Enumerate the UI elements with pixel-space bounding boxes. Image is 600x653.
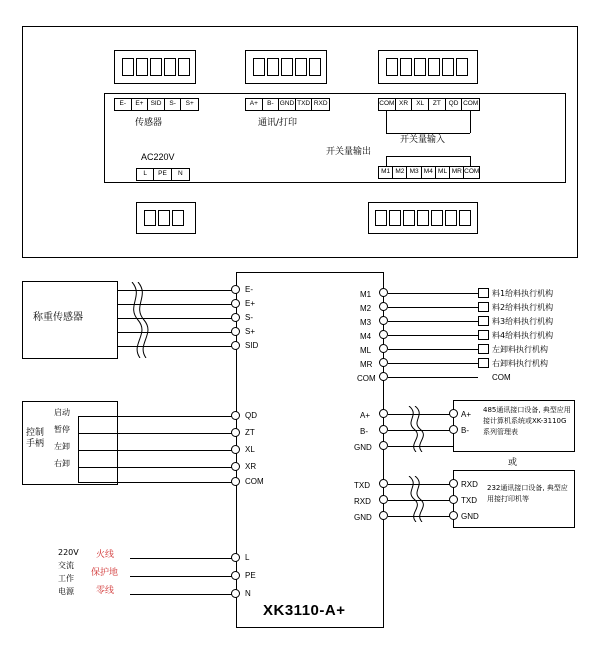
terminal-dot [449,511,458,520]
terminal-label: L [137,169,154,180]
cable-shield-symbol [126,282,150,358]
panel-switch-input-label: 开关量输入 [400,135,446,145]
actuator-marker [478,288,489,298]
terminal-label-sensor: E- [245,285,253,294]
handle-item-label: 左卸 [54,442,70,451]
panel-power-terminal-strip [136,168,190,181]
terminal-label-switch-in: COM [245,477,264,486]
rs232-pin-label: TXD [461,496,477,505]
connector-pin [122,58,134,76]
connector-pin [417,210,429,226]
actuator-label: 料2给料执行机构 [492,303,554,312]
terminal-dot [231,445,240,454]
panel-switch-input-strip [378,98,480,111]
connector-pin [400,58,412,76]
terminal-label-power: L [245,553,250,562]
terminal-label-switch-out: ML [360,346,372,355]
or-label: 或 [508,458,518,468]
connector-pin [414,58,426,76]
connector-pin [386,58,398,76]
handle-switch-line [78,450,88,451]
terminal-label-switch-in: ZT [245,428,255,437]
panel-comm-terminal-strip [245,98,330,111]
connector-pin [295,58,307,76]
terminal-dot [379,302,388,311]
handle-wire [88,450,236,451]
terminal-label-485: B- [360,427,368,436]
terminal-dot [379,330,388,339]
terminal-label-switch-out: M3 [360,318,372,327]
terminal-label: COM [379,99,396,110]
terminal-label-switch-in: QD [245,411,257,420]
handle-item-label: 右卸 [54,459,70,468]
actuator-label: 左卸料执行机构 [492,345,548,354]
panel-switch-output-label: 开关量输出 [326,147,372,157]
panel-switch-output-strip [378,166,480,179]
terminal-label: COM [464,168,480,176]
handle-switch-line [78,433,88,434]
control-handle-title: 控制手柄 [26,428,45,449]
terminal-label-sensor: S+ [245,327,256,336]
terminal-label-sensor: E+ [245,299,256,308]
terminal-dot [231,428,240,437]
terminal-label: GND [279,99,296,110]
connector-pin [431,210,443,226]
load-cell-label: 称重传感器 [33,312,83,323]
terminal-label: COM [463,100,479,108]
connector-pin [459,210,471,226]
terminal-label: E+ [132,99,149,110]
connector-pin [267,58,279,76]
rs485-device-note: 485通讯接口设备, 典型应用接计算机系统或XK-3110G系列管理表 [483,406,571,436]
power-wire [130,594,236,595]
actuator-wire [388,335,478,336]
power-wire [130,558,236,559]
connector-pin [456,58,468,76]
terminal-dot [231,341,240,350]
terminal-dot [231,285,240,294]
connector-pin [164,58,176,76]
terminal-label: ZT [429,99,446,110]
terminal-label: PE [154,169,171,180]
terminal-dot [379,409,388,418]
terminal-label-485: A+ [360,411,371,420]
terminal-dot [231,553,240,562]
terminal-label-switch-in: XR [245,462,257,471]
controller-model-title: XK3110-A+ [263,602,346,619]
bracket-line [386,156,470,157]
actuator-wire [388,293,478,294]
handle-wire [88,433,236,434]
handle-wire [88,467,236,468]
handle-common-line [78,482,236,483]
connector-pin [172,210,184,226]
terminal-label: XL [412,99,429,110]
rs232-pin-label: RXD [461,480,478,489]
handle-common-bus [78,416,79,482]
power-source-title: 220V [58,548,79,557]
terminal-label: N [177,170,183,178]
terminal-label-switch-out: M2 [360,304,372,313]
terminal-dot [379,511,388,520]
terminal-dot [449,425,458,434]
actuator-marker [478,330,489,340]
handle-wire [88,416,236,417]
terminal-dot [379,344,388,353]
terminal-label: M4 [422,167,436,178]
actuator-wire [388,349,478,350]
terminal-label: S+ [185,100,194,108]
power-source-title: 交流 [58,561,74,570]
terminal-dot [379,495,388,504]
actuator-marker [478,358,489,368]
cable-shield-symbol [404,476,426,522]
terminal-label: RXD [313,100,328,108]
terminal-label-power: PE [245,571,256,580]
bracket-line [386,156,387,166]
bracket-line [386,133,470,134]
terminal-dot [231,571,240,580]
actuator-wire [388,363,478,364]
terminal-label: TXD [296,99,313,110]
terminal-dot [379,358,388,367]
connector-pin [158,210,170,226]
panel-power-label: AC220V [141,152,175,162]
terminal-label: M3 [407,167,421,178]
terminal-dot [231,477,240,486]
actuator-marker [478,316,489,326]
terminal-dot [379,288,388,297]
terminal-dot [379,441,388,450]
connector-pin [136,58,148,76]
actuator-label: COM [492,373,511,382]
actuator-wire [388,307,478,308]
terminal-label-232: RXD [354,497,371,506]
terminal-dot [449,479,458,488]
panel-sensor-terminal-strip [114,98,199,111]
power-wire [130,576,236,577]
terminal-label: SID [148,99,165,110]
actuator-label: 料4给料执行机构 [492,331,554,340]
terminal-dot [379,479,388,488]
terminal-dot [379,316,388,325]
connector-pin [144,210,156,226]
terminal-dot [231,411,240,420]
connector-pin [178,58,190,76]
connector-pin [150,58,162,76]
terminal-label-switch-in: XL [245,445,255,454]
handle-item-label: 暂停 [54,425,70,434]
handle-item-label: 启动 [54,408,70,417]
terminal-label-power: N [245,589,251,598]
terminal-label-sensor: SID [245,341,259,350]
connector-pin [403,210,415,226]
bracket-line [470,156,471,166]
terminal-label: ML [436,167,450,178]
actuator-label: 料3给料执行机构 [492,317,554,326]
rs232-pin-label: GND [461,512,479,521]
panel-sensor-group-label: 传感器 [135,118,163,128]
terminal-label: XR [396,99,413,110]
connector-pin [281,58,293,76]
connector-pin [253,58,265,76]
terminal-dot [231,589,240,598]
power-wire-label: 火线 [96,550,115,560]
terminal-label-232: TXD [354,481,370,490]
actuator-wire [388,377,478,378]
terminal-dot [231,462,240,471]
connector-pin [445,210,457,226]
terminal-dot [449,409,458,418]
power-source-title: 工作 [58,574,74,583]
cable-shield-symbol [404,406,426,452]
actuator-wire [388,321,478,322]
terminal-label-switch-out: M4 [360,332,372,341]
terminal-dot [231,313,240,322]
terminal-label-232: GND [354,513,372,522]
connector-pin [309,58,321,76]
terminal-label-switch-out: M1 [360,290,372,299]
connector-pin [428,58,440,76]
terminal-dot [379,425,388,434]
connector-pin [442,58,454,76]
terminal-label: S- [165,99,182,110]
terminal-label: E- [115,99,132,110]
actuator-label: 右卸料执行机构 [492,359,548,368]
terminal-dot [379,372,388,381]
rs485-pin-label: B- [461,426,469,435]
connector-pin [389,210,401,226]
actuator-label: 料1给料执行机构 [492,289,554,298]
power-wire-label: 保护地 [91,568,119,578]
terminal-label-sensor: S- [245,313,253,322]
terminal-label: MR [450,167,464,178]
panel-comm-group-label: 通讯/打印 [258,118,298,128]
actuator-marker [478,302,489,312]
terminal-label: B- [263,99,280,110]
terminal-label-switch-out: MR [360,360,373,369]
bracket-line [386,111,387,133]
terminal-dot [449,495,458,504]
terminal-label: M1 [379,167,393,178]
terminal-label: M2 [393,167,407,178]
handle-switch-line [78,467,88,468]
terminal-label-switch-out: COM [357,374,376,383]
rs232-device-note: 232通讯接口设备, 典型应用接打印机等 [487,484,568,503]
handle-switch-line [78,416,88,417]
actuator-marker [478,344,489,354]
terminal-label-485: GND [354,443,372,452]
rs485-pin-label: A+ [461,410,472,419]
power-wire-label: 零线 [96,586,115,596]
terminal-label: QD [446,99,463,110]
terminal-dot [231,327,240,336]
terminal-label: A+ [246,99,263,110]
bracket-line [470,111,471,133]
connector-pin [375,210,387,226]
terminal-dot [231,299,240,308]
power-source-title: 电源 [58,587,74,596]
